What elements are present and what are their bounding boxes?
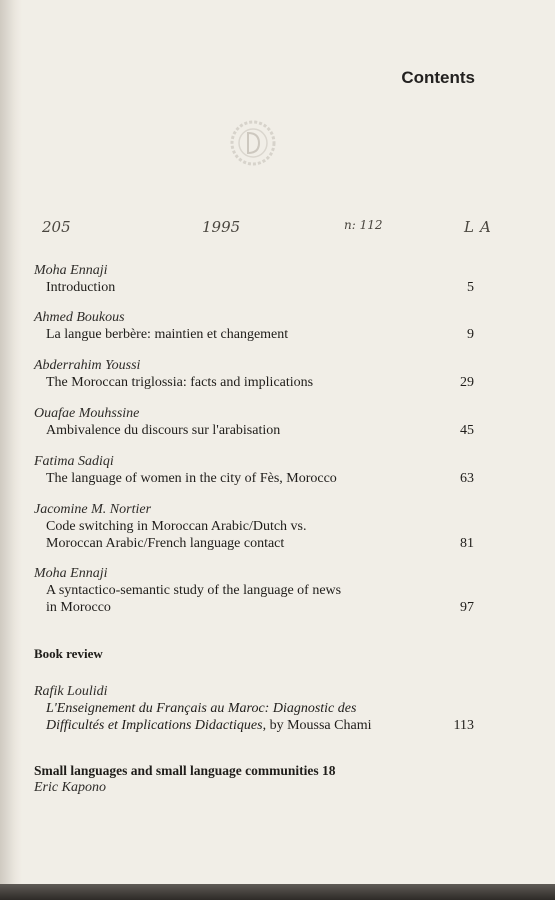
entry-title-italic: Difficultés et Implications Didactiques <box>46 718 263 733</box>
entry-author: Moha Ennaji <box>34 263 108 278</box>
entry-title: The language of women in the city of Fès, Morocco <box>46 471 337 486</box>
entry-page: 45 <box>460 423 474 438</box>
entry-page: 29 <box>460 375 474 390</box>
entry-author: Ahmed Boukous <box>34 310 125 325</box>
toc-entry <box>34 501 484 552</box>
entry-page: 113 <box>453 718 474 733</box>
entry-author: Eric Kapono <box>34 780 106 795</box>
entry-author: Moha Ennaji <box>34 566 108 581</box>
entry-title: Introduction <box>46 280 116 295</box>
library-stamp <box>228 118 278 168</box>
section-heading: Book review <box>34 646 103 661</box>
entry-title: L'Enseignement du Français au Maroc: Diagnostic des <box>46 701 357 716</box>
entry-author: Jacomine M. Nortier <box>34 502 152 517</box>
entry-title <box>34 717 484 734</box>
handwritten-note: LA <box>464 218 497 236</box>
handwritten-note: 205 <box>42 218 71 236</box>
toc-entry <box>34 453 484 487</box>
toc-entry <box>34 779 484 796</box>
entry-page: 9 <box>467 327 474 342</box>
entry-author: Rafik Loulidi <box>34 684 108 699</box>
toc-entry <box>34 309 484 343</box>
page-title: Contents <box>401 68 475 87</box>
toc-entry <box>34 405 484 439</box>
entry-title: A syntactico-semantic study of the language of news <box>46 583 342 598</box>
entry-title: Ambivalence du discours sur l'arabisation <box>46 423 281 438</box>
entry-author: Fatima Sadiqi <box>34 454 114 469</box>
entry-page: 63 <box>460 471 474 486</box>
entry-title-rest: , by Moussa Chami <box>262 718 372 733</box>
entry-author: Ouafae Mouhssine <box>34 406 140 421</box>
handwritten-note: n: 112 <box>344 218 383 232</box>
toc-entry <box>34 357 484 391</box>
entry-title: Moroccan Arabic/French language contact <box>46 536 285 551</box>
handwritten-note: 1995 <box>202 218 241 236</box>
toc-entry <box>34 565 484 616</box>
entry-title: The Moroccan triglossia: facts and implications <box>46 375 314 390</box>
entry-page: 81 <box>460 536 474 551</box>
page-bottom-edge <box>0 884 555 900</box>
entry-title: Code switching in Moroccan Arabic/Dutch vs. <box>46 519 307 534</box>
entry-page: 5 <box>467 280 474 295</box>
page-left-shadow <box>0 0 22 900</box>
entry-author: Abderrahim Youssi <box>34 358 141 373</box>
toc-entry <box>34 262 484 296</box>
entry-page: 97 <box>460 600 474 615</box>
section-heading: Small languages and small language communities 18 <box>34 763 336 778</box>
toc-entry <box>34 683 484 734</box>
entry-title: La langue berbère: maintien et changement <box>46 327 289 342</box>
entry-title: in Morocco <box>46 600 111 615</box>
